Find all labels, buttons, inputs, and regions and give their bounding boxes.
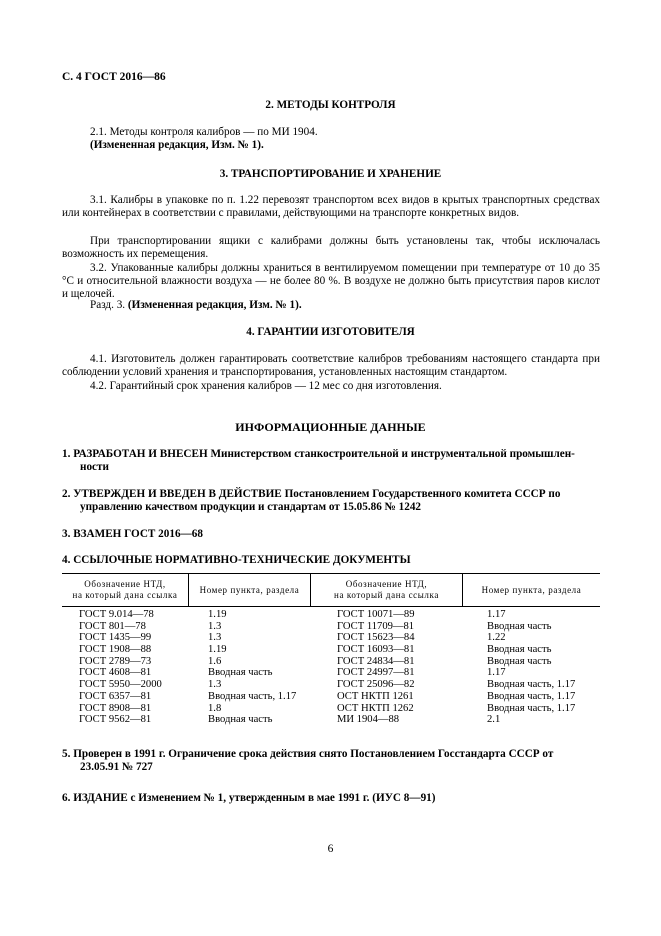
reference-table — [62, 573, 600, 726]
table-cell: ОСТ НКТП 1262 — [337, 702, 414, 714]
left-docs-column — [79, 609, 162, 726]
header-doc-a: Обозначение НТД, на который дана ссылка — [72, 579, 178, 600]
table-cell: ГОСТ 10071—89 — [337, 609, 415, 620]
table-cell: ГОСТ 801—78 — [79, 620, 146, 632]
transport-paragraph-2: При транспортировании ящики с калибрами должны быть установлены так, чтобы исключалась возможность их перемещения. — [62, 235, 600, 260]
info-item-5-line-2: 23.05.91 № 727 — [80, 761, 153, 773]
table-cell: 1.22 — [487, 632, 506, 644]
table-cell: Вводная часть, 1.17 — [487, 702, 576, 714]
table-cell: ГОСТ 6357—81 — [79, 690, 152, 702]
table-cell: 1.17 — [487, 667, 506, 679]
info-item-6: 6. ИЗДАНИЕ с Изменением № 1, утвержденным в мае 1991 г. (ИУС 8—91) — [62, 792, 436, 804]
info-item-1-line-1: 1. РАЗРАБОТАН И ВНЕСЕН Министерством станкостроительной и инструментальной промышлен- — [62, 448, 575, 460]
table-cell: ГОСТ 15623—84 — [337, 632, 415, 644]
info-item-5-line-1: 5. Проверен в 1991 г. Ограничение срока действия снято Постановлением Госстандарта СССР от — [62, 748, 554, 760]
table-cell: 1.8 — [208, 702, 222, 714]
control-amendment: (Измененная редакция, Изм. № 1). — [90, 139, 264, 151]
table-cell: ГОСТ 11709—81 — [337, 620, 415, 632]
table-cell: ГОСТ 1908—88 — [79, 644, 152, 656]
info-item-2 — [62, 488, 600, 514]
table-cell: ГОСТ 24997—81 — [337, 667, 415, 679]
warranty-paragraph-1: 4.1. Изготовитель должен гарантировать соответствие калибров требованиям настоящего стандарта при соблюдении условий хранения и транспортирования, установленных настоящим стандартом. — [62, 353, 600, 378]
info-item-2-line-2: управлению качеством продукции и стандартам от 15.05.86 № 1242 — [80, 501, 422, 513]
table-cell: Вводная часть, 1.17 — [208, 690, 297, 702]
warranty-paragraph-2: 4.2. Гарантийный срок хранения калибров — 12 мес со дня изготовления. — [90, 380, 442, 392]
table-cell: ГОСТ 9.014—78 — [79, 609, 154, 620]
table-cell: ГОСТ 2789—73 — [79, 655, 152, 667]
table-cell: Вводная часть, 1.17 — [487, 690, 576, 702]
right-docs-column — [337, 609, 415, 726]
table-cell: 1.3 — [208, 632, 222, 644]
page-header: С. 4 ГОСТ 2016—86 — [62, 71, 166, 83]
table-cell: ГОСТ 25096—82 — [337, 679, 415, 691]
info-item-1-line-2: ности — [80, 461, 109, 473]
table-cell: 1.3 — [208, 679, 222, 691]
table-cell: 1.3 — [208, 620, 222, 632]
header-item-b: Номер пункта, раздела — [481, 584, 582, 595]
table-cell: Вводная часть — [487, 644, 552, 656]
table-cell: ГОСТ 8908—81 — [79, 702, 152, 714]
page-number: 6 — [327, 843, 334, 855]
control-paragraph: 2.1. Методы контроля калибров — по МИ 1904. — [90, 126, 318, 138]
table-cell: 2.1 — [487, 714, 501, 726]
info-item-1 — [62, 448, 600, 474]
table-cell: МИ 1904—88 — [337, 714, 400, 726]
table-cell: ГОСТ 9562—81 — [79, 714, 152, 726]
table-cell: ГОСТ 24834—81 — [337, 655, 415, 667]
table-cell: ГОСТ 16093—81 — [337, 644, 415, 656]
table-header — [62, 573, 600, 607]
header-doc-b: Обозначение НТД, на который дана ссылка — [334, 579, 439, 600]
table-cell: Вводная часть — [487, 655, 552, 667]
table-cell: ГОСТ 4608—81 — [79, 667, 152, 679]
right-items-column — [487, 609, 575, 726]
table-cell: 1.17 — [487, 609, 506, 620]
table-cell: Вводная часть, 1.17 — [487, 679, 576, 691]
transport-paragraph-3: 3.2. Упакованные калибры должны храниться в вентилируемом помещении при температуре от 10 до 35 °С и относительной влажности воздуха — не более 80 %. В воздухе не должно быть присутствия паров кислот и щелочей. — [62, 262, 600, 300]
table-cell: 1.19 — [208, 644, 227, 656]
info-item-4: 4. ССЫЛОЧНЫЕ НОРМАТИВНО-ТЕХНИЧЕСКИЕ ДОКУМЕНТЫ — [62, 554, 411, 566]
left-items-column — [208, 609, 296, 726]
table-cell: 1.19 — [208, 609, 227, 620]
transport-paragraph-1: 3.1. Калибры в упаковке по п. 1.22 перевозят транспортом всех видов в крытых транспортных средствах или контейнерах в соответствии с правилами, действующими на транспорте конкретных видов. — [62, 194, 600, 219]
table-cell: ГОСТ 1435—99 — [79, 632, 152, 644]
header-item-a: Номер пункта, раздела — [199, 584, 300, 595]
table-cell: ОСТ НКТП 1261 — [337, 690, 414, 702]
transport-amendment-prefix: Разд. 3. — [90, 299, 126, 311]
section-title-control: 2. МЕТОДЫ КОНТРОЛЯ — [265, 99, 396, 111]
info-item-5 — [62, 748, 600, 774]
table-cell: Вводная часть — [208, 714, 273, 726]
table-cell: Вводная часть — [487, 620, 552, 632]
section-title-transport: 3. ТРАНСПОРТИРОВАНИЕ И ХРАНЕНИЕ — [219, 168, 442, 180]
info-item-2-line-1: 2. УТВЕРЖДЕН И ВВЕДЕН В ДЕЙСТВИЕ Постановлением Государственного комитета СССР по — [62, 488, 561, 500]
table-cell: Вводная часть — [208, 667, 273, 679]
table-cell: ГОСТ 5950—2000 — [79, 679, 162, 691]
transport-amendment — [90, 299, 600, 312]
transport-amendment-text: (Измененная редакция, Изм. № 1). — [127, 299, 302, 311]
section-title-warranty: 4. ГАРАНТИИ ИЗГОТОВИТЕЛЯ — [246, 326, 415, 338]
info-item-3: 3. ВЗАМЕН ГОСТ 2016—68 — [62, 528, 203, 540]
table-cell: 1.6 — [208, 655, 222, 667]
info-title: ИНФОРМАЦИОННЫЕ ДАННЫЕ — [235, 420, 426, 434]
